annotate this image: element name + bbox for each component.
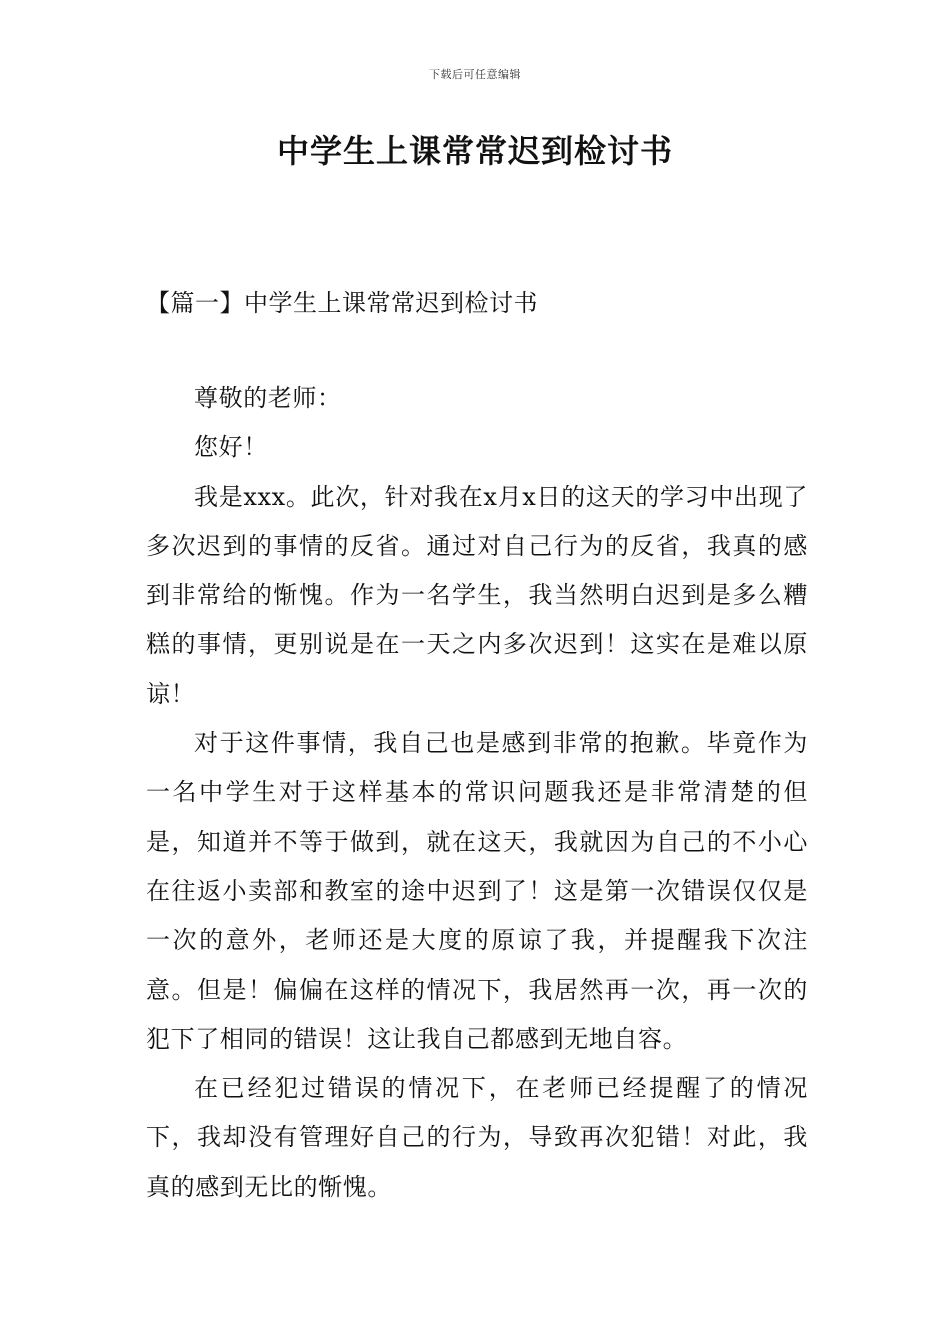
paragraph-body: 在已经犯过错误的情况下，在老师已经提醒了的情况下，我却没有管理好自己的行为，导致再次犯错！对此，我真的感到无比的惭愧。 bbox=[146, 1074, 808, 1201]
section-heading: 【篇一】中学生上课常常迟到检讨书 bbox=[146, 289, 538, 317]
paragraph-body: 对于这件事情，我自己也是感到非常的抱歉。毕竟作为一名中学生对于这样基本的常识问题我还是非常清楚的但是，知道并不等于做到，就在这天，我就因为自己的不小心在往返小卖部和教室的途中迟到了！这是第一次错误仅仅是一次的意外，老师还是大度的原谅了我，并提醒我下次注意。但是！偏偏在这样的情况下，我居然再一次，再一次的犯下了相同的错误！这让我自己都感到无地自容。 bbox=[146, 729, 808, 1053]
paragraph-body: 我是xxx。此次，针对我在x月x日的这天的学习中出现了多次迟到的事情的反省。通过对自己行为的反省，我真的感到非常给的惭愧。作为一名学生，我当然明白迟到是多么糟糕的事情，更别说是在一天之内多次迟到！这实在是难以原谅！ bbox=[146, 482, 808, 708]
document-body bbox=[146, 374, 808, 1212]
document-title: 中学生上课常常迟到检讨书 bbox=[276, 132, 673, 170]
paragraph-greeting: 您好！ bbox=[194, 433, 268, 462]
paragraph-salutation: 尊敬的老师： bbox=[194, 384, 342, 412]
header-note: 下载后可任意编辑 bbox=[429, 68, 521, 81]
